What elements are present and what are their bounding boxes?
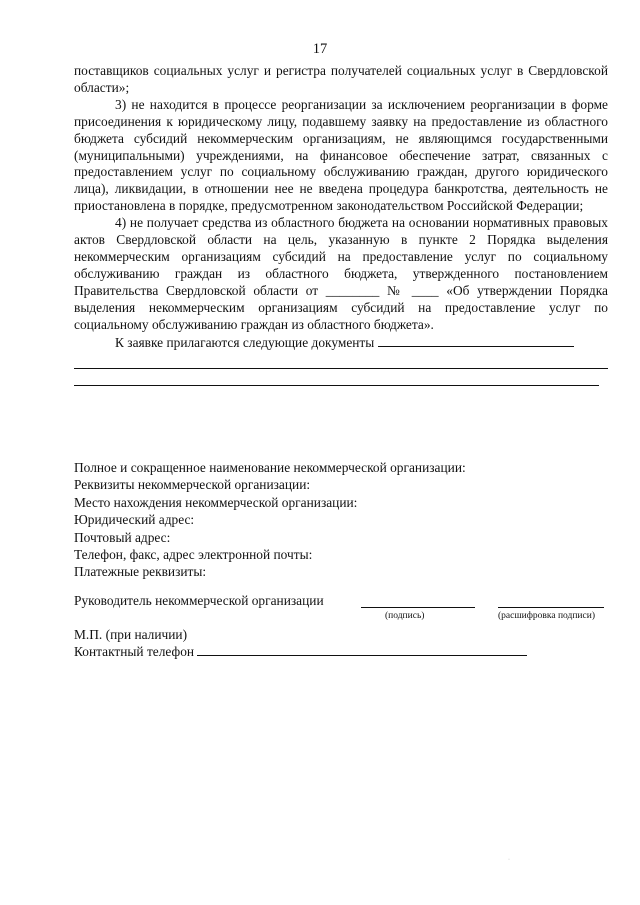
paragraph-item-4: 4) не получает средства из областного бюджета на основании нормативных правовых актов Свердловской области на цель, указанную в пункте 2 Порядка выделения некоммерческим организациям субсидий на предоставление услуг по социальному обслуживанию граждан из областного бюджета, утвержденного постановлением Правительства Свердловской области от ________ № ____ «Об утверждении Порядка выделения некоммерческим организациям субсидий на предоставление услуг по социальному обслуживанию граждан из областного бюджета». bbox=[74, 215, 608, 332]
org-location-label: Место нахождения некоммерческой организации: bbox=[74, 494, 358, 510]
attachments-label: К заявке прилагаются следующие документы bbox=[115, 334, 375, 350]
scan-speck: · bbox=[508, 857, 510, 863]
page-number: 17 bbox=[312, 41, 328, 57]
org-requisites-label: Реквизиты некоммерческой организации: bbox=[74, 477, 311, 493]
document-body bbox=[74, 63, 608, 386]
signature-block bbox=[74, 592, 608, 660]
attachments-blank-line-1 bbox=[74, 351, 608, 369]
org-full-name-label: Полное и сокращенное наименование некоммерческой организации: bbox=[74, 460, 466, 475]
decoding-caption: (расшифровка подписи) bbox=[498, 611, 595, 621]
legal-address-label: Юридический адрес: bbox=[74, 512, 195, 528]
payment-requisites-label: Платежные реквизиты: bbox=[74, 564, 207, 580]
contacts-label: Телефон, факс, адрес электронной почты: bbox=[74, 547, 313, 563]
head-signature-row bbox=[74, 592, 608, 610]
organization-fields bbox=[74, 459, 608, 581]
signature-caption: (подпись) bbox=[385, 611, 425, 621]
paragraph-registry: поставщиков социальных услуг и регистра получателей социальных услуг в Свердловской области»; bbox=[74, 63, 608, 95]
contact-phone-row bbox=[74, 643, 608, 660]
postal-address-label: Почтовый адрес: bbox=[74, 529, 171, 545]
signature-captions bbox=[74, 610, 608, 622]
attachments-blank bbox=[378, 334, 574, 347]
seal-label: М.П. (при наличии) bbox=[74, 627, 188, 642]
paragraph-item-3: 3) не находится в процессе реорганизации за исключением реорганизации в форме присоединения к юридическому лицу, подавшему заявку на предоставление из областного бюджета субсидий некоммерческим организациям, не являющимся государственными (муниципальными) учреждениями, на финансовое обеспечение затрат, связанных с предоставлением услуг по социальному обслуживанию граждан, другого юридического лица), ликвидации, в отношении нее не введена процедура банкротства, деятельность не приостановлена в порядке, предусмотренном законодательством Российской Федерации; bbox=[74, 96, 608, 214]
attachments-line bbox=[74, 334, 608, 352]
decoding-blank bbox=[498, 606, 604, 608]
contact-phone-blank bbox=[197, 643, 527, 656]
contact-phone-label: Контактный телефон bbox=[74, 644, 195, 659]
attachments-blank-line-2 bbox=[74, 369, 599, 387]
signature-blank bbox=[361, 606, 475, 608]
head-label: Руководитель некоммерческой организации bbox=[74, 593, 324, 608]
